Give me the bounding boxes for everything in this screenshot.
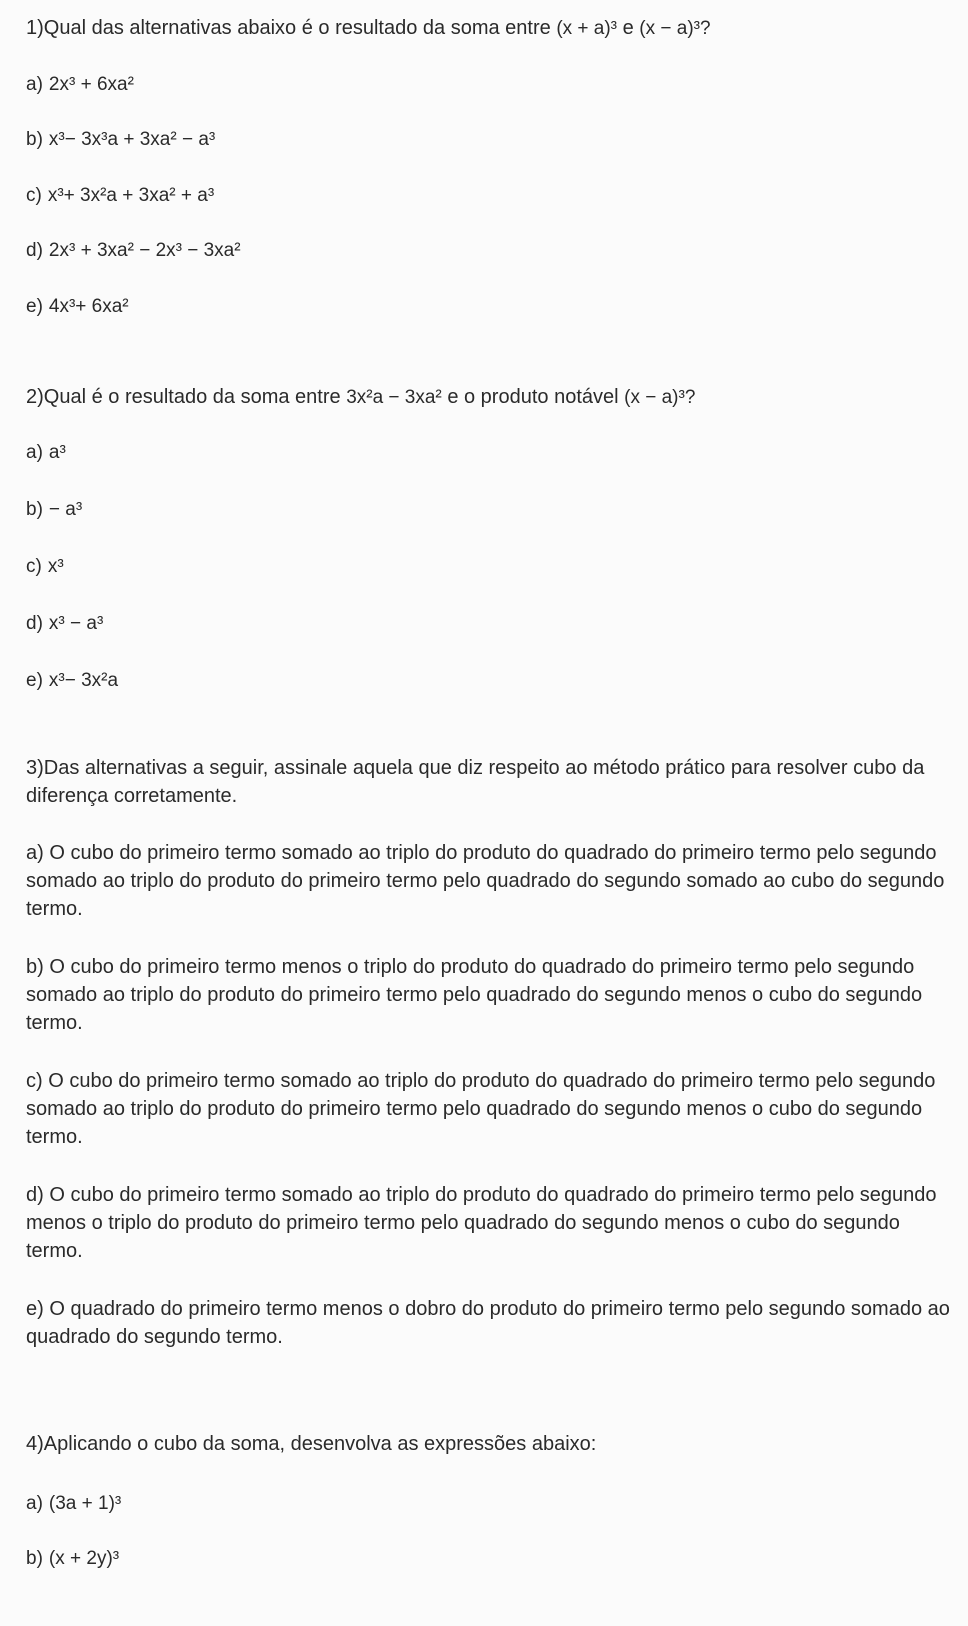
option-line-1: a) O cubo do primeiro termo somado ao triplo do produto do quadrado do primeiro termo pelo segundo <box>26 842 937 864</box>
option-letter: d) <box>26 613 43 634</box>
question-1-text: 1)Qual das alternativas abaixo é o resultado da soma entre <box>26 17 557 39</box>
option-letter: d) <box>26 240 43 261</box>
option-line-1: e) O quadrado do primeiro termo menos o dobro do produto do primeiro termo pelo segundo somado ao <box>26 1298 950 1320</box>
question-2-option-b <box>26 497 82 523</box>
question-3-option-d <box>26 1181 968 1265</box>
option-expression: x³ <box>47 556 64 577</box>
question-1-expr-1: (x + a)³ <box>556 18 618 39</box>
option-line-2: quadrado do segundo termo. <box>26 1326 283 1348</box>
option-expression: a³ <box>48 442 66 463</box>
option-letter: a) <box>26 74 43 95</box>
question-2-option-d <box>26 611 103 637</box>
question-1-option-e <box>26 294 129 320</box>
question-3-option-c <box>26 1067 968 1151</box>
question-4-option-b <box>26 1546 119 1572</box>
option-line-1: d) O cubo do primeiro termo somado ao triplo do produto do quadrado do primeiro termo pelo segundo <box>26 1184 937 1206</box>
option-letter: c) <box>26 556 42 577</box>
question-3-option-e <box>26 1295 968 1351</box>
question-1-option-d <box>26 238 241 264</box>
question-1-option-c <box>26 183 214 209</box>
option-expression: (x + 2y)³ <box>48 1548 120 1569</box>
question-2-expr-1: 3x²a − 3xa² <box>346 387 442 408</box>
question-1-join: e <box>617 17 640 39</box>
question-2-join: e o produto notável <box>441 386 625 408</box>
question-2 <box>26 383 695 412</box>
option-letter: b) <box>26 129 43 150</box>
question-1-option-b <box>26 127 215 153</box>
option-line-1: b) O cubo do primeiro termo menos o triplo do produto do quadrado do primeiro termo pelo segundo <box>26 956 915 978</box>
option-line-1: c) O cubo do primeiro termo somado ao triplo do produto do quadrado do primeiro termo pelo segundo <box>26 1070 936 1092</box>
option-line-3: termo. <box>26 1126 83 1148</box>
option-line-2: somado ao triplo do produto do primeiro termo pelo quadrado do segundo menos o cubo do segundo <box>26 984 923 1006</box>
question-2-text: 2)Qual é o resultado da soma entre <box>26 386 347 408</box>
option-expression: x³+ 3x²a + 3xa² + a³ <box>47 185 215 206</box>
option-line-3: termo. <box>26 898 83 920</box>
question-1-expr-2: (x − a)³? <box>639 18 711 39</box>
question-4-text: 4)Aplicando o cubo da soma, desenvolva as expressões abaixo: <box>26 1433 597 1455</box>
option-letter: a) <box>26 442 43 463</box>
question-1-option-a <box>26 72 134 98</box>
option-letter: a) <box>26 1493 43 1514</box>
option-letter: e) <box>26 670 43 691</box>
question-4 <box>26 1430 596 1458</box>
option-expression: x³ − a³ <box>48 613 104 634</box>
option-line-2: somado ao triplo do produto do primeiro termo pelo quadrado do segundo somado ao cubo do segundo <box>26 870 945 892</box>
option-letter: e) <box>26 296 43 317</box>
option-letter: c) <box>26 185 42 206</box>
option-expression: 2x³ + 3xa² − 2x³ − 3xa² <box>48 240 241 261</box>
option-line-2: somado ao triplo do produto do primeiro termo pelo quadrado do segundo menos o cubo do segundo <box>26 1098 923 1120</box>
option-expression: 4x³+ 6xa² <box>48 296 129 317</box>
question-2-option-c <box>26 554 64 580</box>
option-line-3: termo. <box>26 1012 83 1034</box>
option-line-3: termo. <box>26 1240 83 1262</box>
question-3 <box>26 754 968 810</box>
question-3-option-b <box>26 953 968 1037</box>
option-expression: (3a + 1)³ <box>48 1493 122 1514</box>
option-expression: 2x³ + 6xa² <box>48 74 134 95</box>
question-2-expr-2: (x − a)³? <box>624 387 696 408</box>
question-2-option-e <box>26 668 118 694</box>
question-3-line-2: diferença corretamente. <box>26 785 238 807</box>
option-line-2: menos o triplo do produto do primeiro termo pelo quadrado do segundo menos o cubo do segundo <box>26 1212 900 1234</box>
option-letter: b) <box>26 1548 43 1569</box>
question-4-option-a <box>26 1491 121 1517</box>
question-3-line-1: 3)Das alternativas a seguir, assinale aquela que diz respeito ao método prático para resolver cubo da <box>26 757 925 779</box>
question-1 <box>26 14 711 43</box>
option-expression: x³− 3x²a <box>48 670 119 691</box>
option-letter: b) <box>26 499 43 520</box>
question-3-option-a <box>26 839 968 923</box>
question-2-option-a <box>26 440 66 466</box>
option-expression: − a³ <box>48 499 83 520</box>
option-expression: x³− 3x³a + 3xa² − a³ <box>48 129 216 150</box>
